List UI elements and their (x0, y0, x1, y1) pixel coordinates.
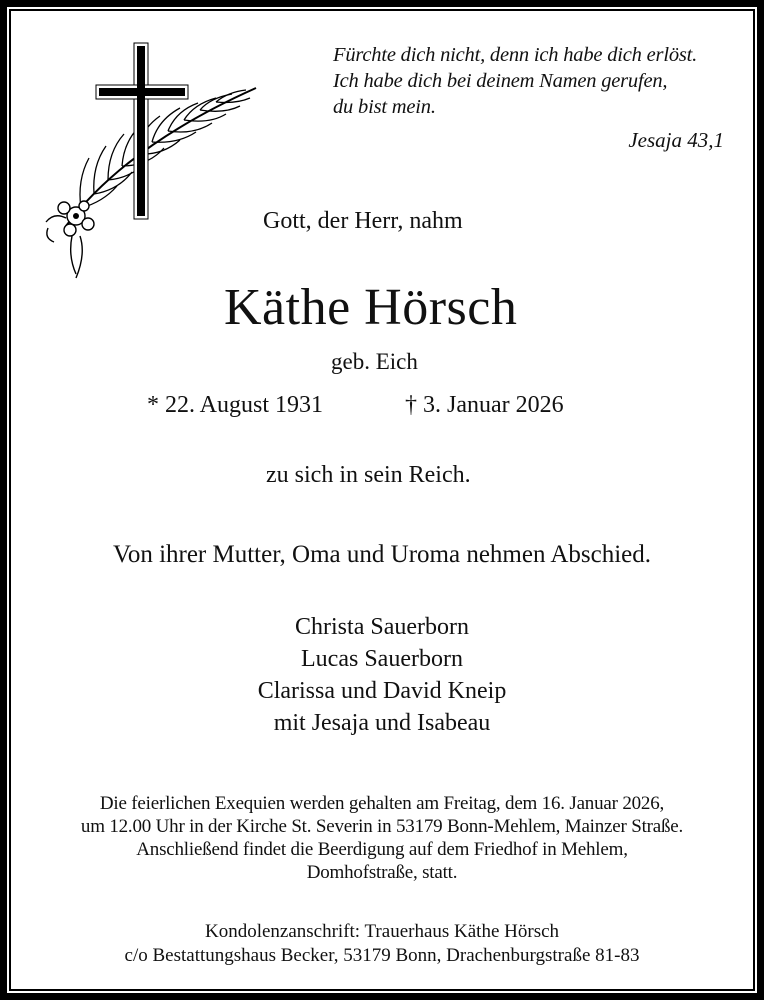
quote-reference: Jesaja 43,1 (628, 128, 724, 152)
closing-phrase: zu sich in sein Reich. (266, 462, 471, 488)
quote-line: Fürchte dich nicht, denn ich habe dich erlöst. (333, 44, 698, 66)
condolence-line: c/o Bestattungshaus Becker, 53179 Bonn, Drachenburgstraße 81-83 (124, 945, 640, 966)
deceased-name: Käthe Hörsch (224, 279, 518, 336)
birth-date: * 22. August 1931 (147, 392, 324, 418)
mourner-name: Clarissa und David Kneip (257, 678, 507, 704)
mourner-name: Christa Sauerborn (295, 614, 469, 640)
service-line: Anschließend findet die Beerdigung auf dem Friedhof in Mehlem, (136, 839, 628, 860)
condolence-line: Kondolenzanschrift: Trauerhaus Käthe Hörsch (204, 921, 560, 942)
mourner-name: mit Jesaja und Isabeau (273, 710, 491, 736)
quote-line: Ich habe dich bei deinem Namen gerufen, (333, 70, 668, 92)
cross-with-palm-branch-icon (36, 36, 266, 286)
service-line: Die feierlichen Exequien werden gehalten am Freitag, dem 16. Januar 2026, (99, 793, 665, 814)
service-line: um 12.00 Uhr in der Kirche St. Severin in 53179 Bonn-Mehlem, Mainzer Straße. (80, 816, 684, 837)
maiden-name: geb. Eich (331, 349, 418, 374)
intro-text: Gott, der Herr, nahm (263, 208, 463, 234)
quote-line: du bist mein. (333, 96, 436, 118)
death-date: † 3. Januar 2026 (405, 392, 564, 418)
mourner-name: Lucas Sauerborn (301, 646, 463, 672)
bible-quote (333, 42, 697, 120)
condolence-address (0, 920, 764, 968)
farewell-text: Von ihrer Mutter, Oma und Uroma nehmen Abschied. (112, 541, 651, 568)
service-info (0, 792, 764, 884)
mourners-list (0, 611, 764, 739)
service-line: Domhofstraße, statt. (306, 862, 458, 883)
